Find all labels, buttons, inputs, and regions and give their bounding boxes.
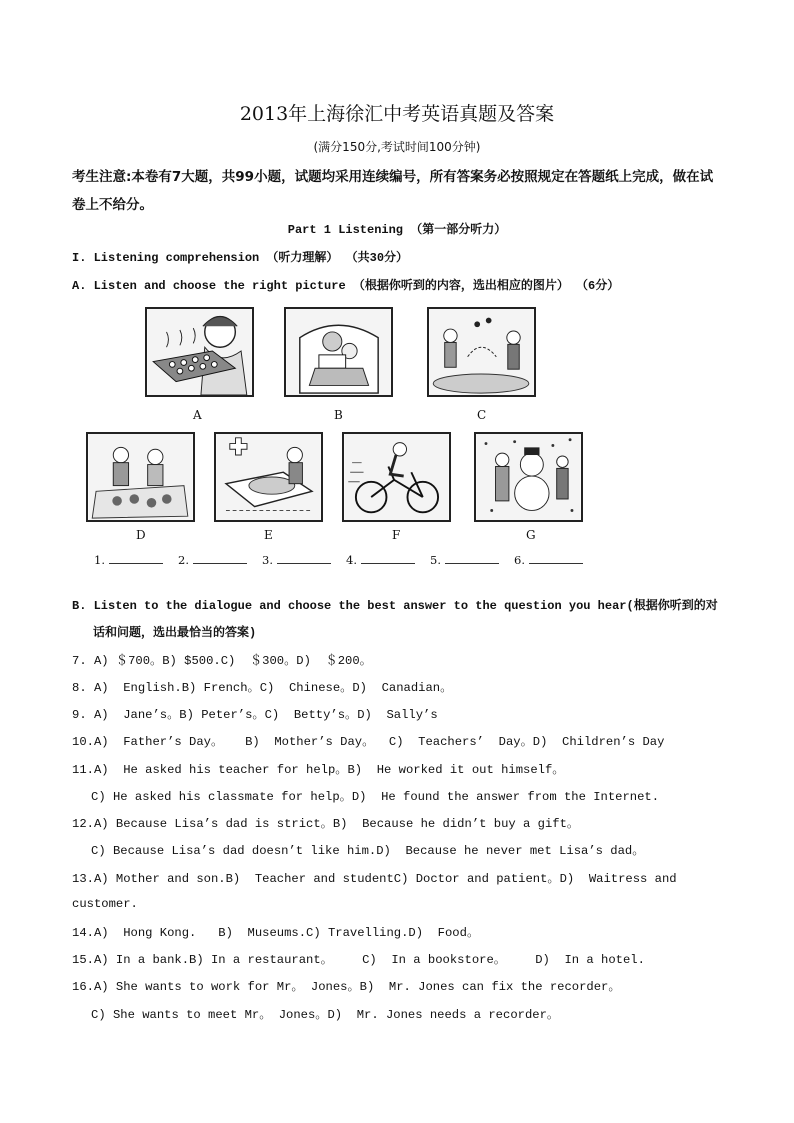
question-line: C) He asked his classmate for help。D) He found the answer from the Internet. [91, 790, 660, 804]
picture-label-c: C [477, 408, 487, 422]
question-line: customer. [72, 897, 138, 911]
question-line: 12.A) Because Lisa’s dad is strict。B) Because he didn’t buy a gift。 [72, 817, 580, 831]
baking-tray-illustration [147, 309, 252, 395]
picture-c [427, 307, 536, 397]
cycling-illustration [344, 434, 449, 520]
picture-g [474, 432, 583, 522]
reading-chair-illustration [286, 309, 391, 395]
answer-blank[interactable]: 3. [262, 553, 331, 567]
section-b-heading: B. Listen to the dialogue and choose the best answer to the question you hear(根据你听到的对 [72, 599, 718, 613]
answer-blank[interactable]: 6. [514, 553, 583, 567]
picture-label-a: A [193, 408, 202, 422]
answer-blank[interactable]: 2. [178, 553, 247, 567]
picnic-illustration [88, 434, 193, 520]
question-line: 10.A) Father’s Day。 B) Mother’s Day。 C) Teachers’ Day。D) Children’s Day [72, 735, 665, 749]
candidate-notice: 考生注意:本卷有7大题，共99小题，试题均采用连续编号，所有答案务必按照规定在答题纸上完成，做在试卷上不给分。 [72, 169, 714, 213]
question-line: 14.A) Hong Kong. B) Museums.C) Travelling.D) Food。 [72, 926, 480, 940]
question-line: 8. A) English.B) French。C) Chinese。D) Canadian。 [72, 681, 453, 695]
question-line: 15.A) In a bank.B) In a restaurant。 C) In a bookstore。 D) In a hotel. [72, 953, 645, 967]
picture-a [145, 307, 254, 397]
part-title: Part 1 Listening （第一部分听力） [287, 223, 507, 237]
snow-fight-illustration [429, 309, 534, 395]
picture-label-d: D [136, 528, 146, 542]
picture-label-f: F [392, 528, 401, 542]
hospital-bed-illustration [216, 434, 321, 520]
section-a-heading: A. Listen and choose the right picture （根据你听到的内容，选出相应的图片） （6分） [72, 279, 620, 293]
question-line: 13.A) Mother and son.B) Teacher and studentC) Doctor and patient。D) Waitress and [72, 872, 677, 886]
question-line: C) She wants to meet Mr。 Jones。D) Mr. Jones needs a recorder。 [91, 1008, 560, 1022]
question-line: 11.A) He asked his teacher for help。B) He worked it out himself。 [72, 763, 565, 777]
exam-subtitle: (满分150分,考试时间100分钟) [313, 140, 481, 154]
section-heading: I. Listening comprehension （听力理解） （共30分） [72, 251, 409, 265]
picture-d [86, 432, 195, 522]
page-title: 2013年上海徐汇中考英语真题及答案 [239, 103, 555, 125]
picture-e [214, 432, 323, 522]
section-b-heading-cont: 话和问题，选出最恰当的答案) [93, 626, 257, 640]
question-line: 7. A) ＄700。B) $500.C) ＄300。D) ＄200。 [72, 654, 372, 668]
picture-label-e: E [264, 528, 273, 542]
question-line: 16.A) She wants to work for Mr。 Jones。B) Mr. Jones can fix the recorder。 [72, 980, 621, 994]
question-line: C) Because Lisa’s dad doesn’t like him.D) Because he never met Lisa’s dad。 [91, 844, 645, 858]
answer-blank[interactable]: 1. [94, 553, 163, 567]
snowman-illustration [476, 434, 581, 520]
picture-b [284, 307, 393, 397]
picture-label-g: G [526, 528, 536, 542]
picture-f [342, 432, 451, 522]
answer-blank[interactable]: 5. [430, 553, 499, 567]
question-line: 9. A) Jane’s。B) Peter’s。C) Betty’s。D) Sally’s [72, 708, 438, 722]
picture-label-b: B [334, 408, 343, 422]
answer-blank[interactable]: 4. [346, 553, 415, 567]
